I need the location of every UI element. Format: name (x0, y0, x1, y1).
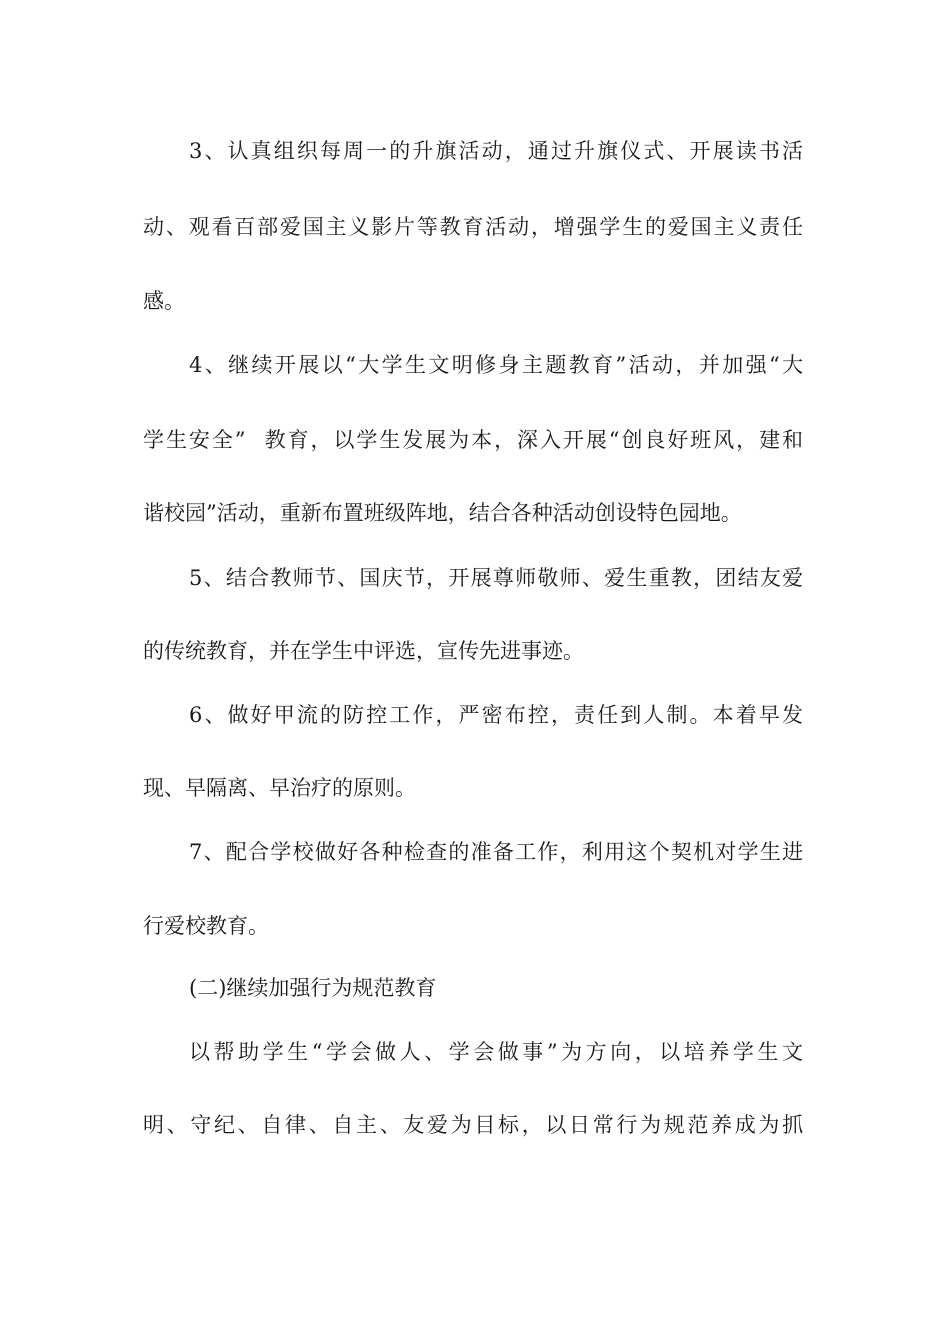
paragraph-8-line-1: 以帮助学生“学会做人、学会做事”为方向，以培养学生文 (189, 1040, 807, 1064)
section-heading: (二)继续加强行为规范教育 (189, 976, 437, 1000)
paragraph-6-line-2: 现、早隔离、早治疗的原则。 (143, 776, 416, 800)
paragraph-4-line-3: 谐校园”活动，重新布置班级阵地，结合各种活动创设特色园地。 (143, 501, 742, 525)
paragraph-3-line-2: 动、观看百部爱国主义影片等教育活动，增强学生的爱国主义责任 (143, 215, 805, 239)
paragraph-3-line-3: 感。 (143, 289, 185, 313)
paragraph-8-line-2: 明、守纪、自律、自主、友爱为目标，以日常行为规范养成为抓 (143, 1113, 806, 1137)
paragraph-4-line-1: 4、继续开展以“大学生文明修身主题教育”活动，并加强“大 (189, 353, 806, 377)
paragraph-5-line-1: 5、结合教师节、国庆节，开展尊师敬师、爱生重教，团结友爱 (189, 566, 805, 590)
paragraph-5-line-2: 的传统教育，并在学生中评选，宣传先进事迹。 (143, 639, 584, 663)
paragraph-6-line-1: 6、做好甲流的防控工作，严密布控，责任到人制。本着早发 (189, 703, 806, 727)
paragraph-3-line-1: 3、认真组织每周一的升旗活动，通过升旗仪式、开展读书活 (189, 139, 806, 163)
paragraph-7-line-1: 7、配合学校做好各种检查的准备工作，利用这个契机对学生进 (189, 840, 805, 864)
paragraph-7-line-2: 行爱校教育。 (143, 914, 269, 938)
paragraph-4-line-2: 学生安全” 教育，以学生发展为本，深入开展“创良好班风，建和 (143, 428, 805, 452)
